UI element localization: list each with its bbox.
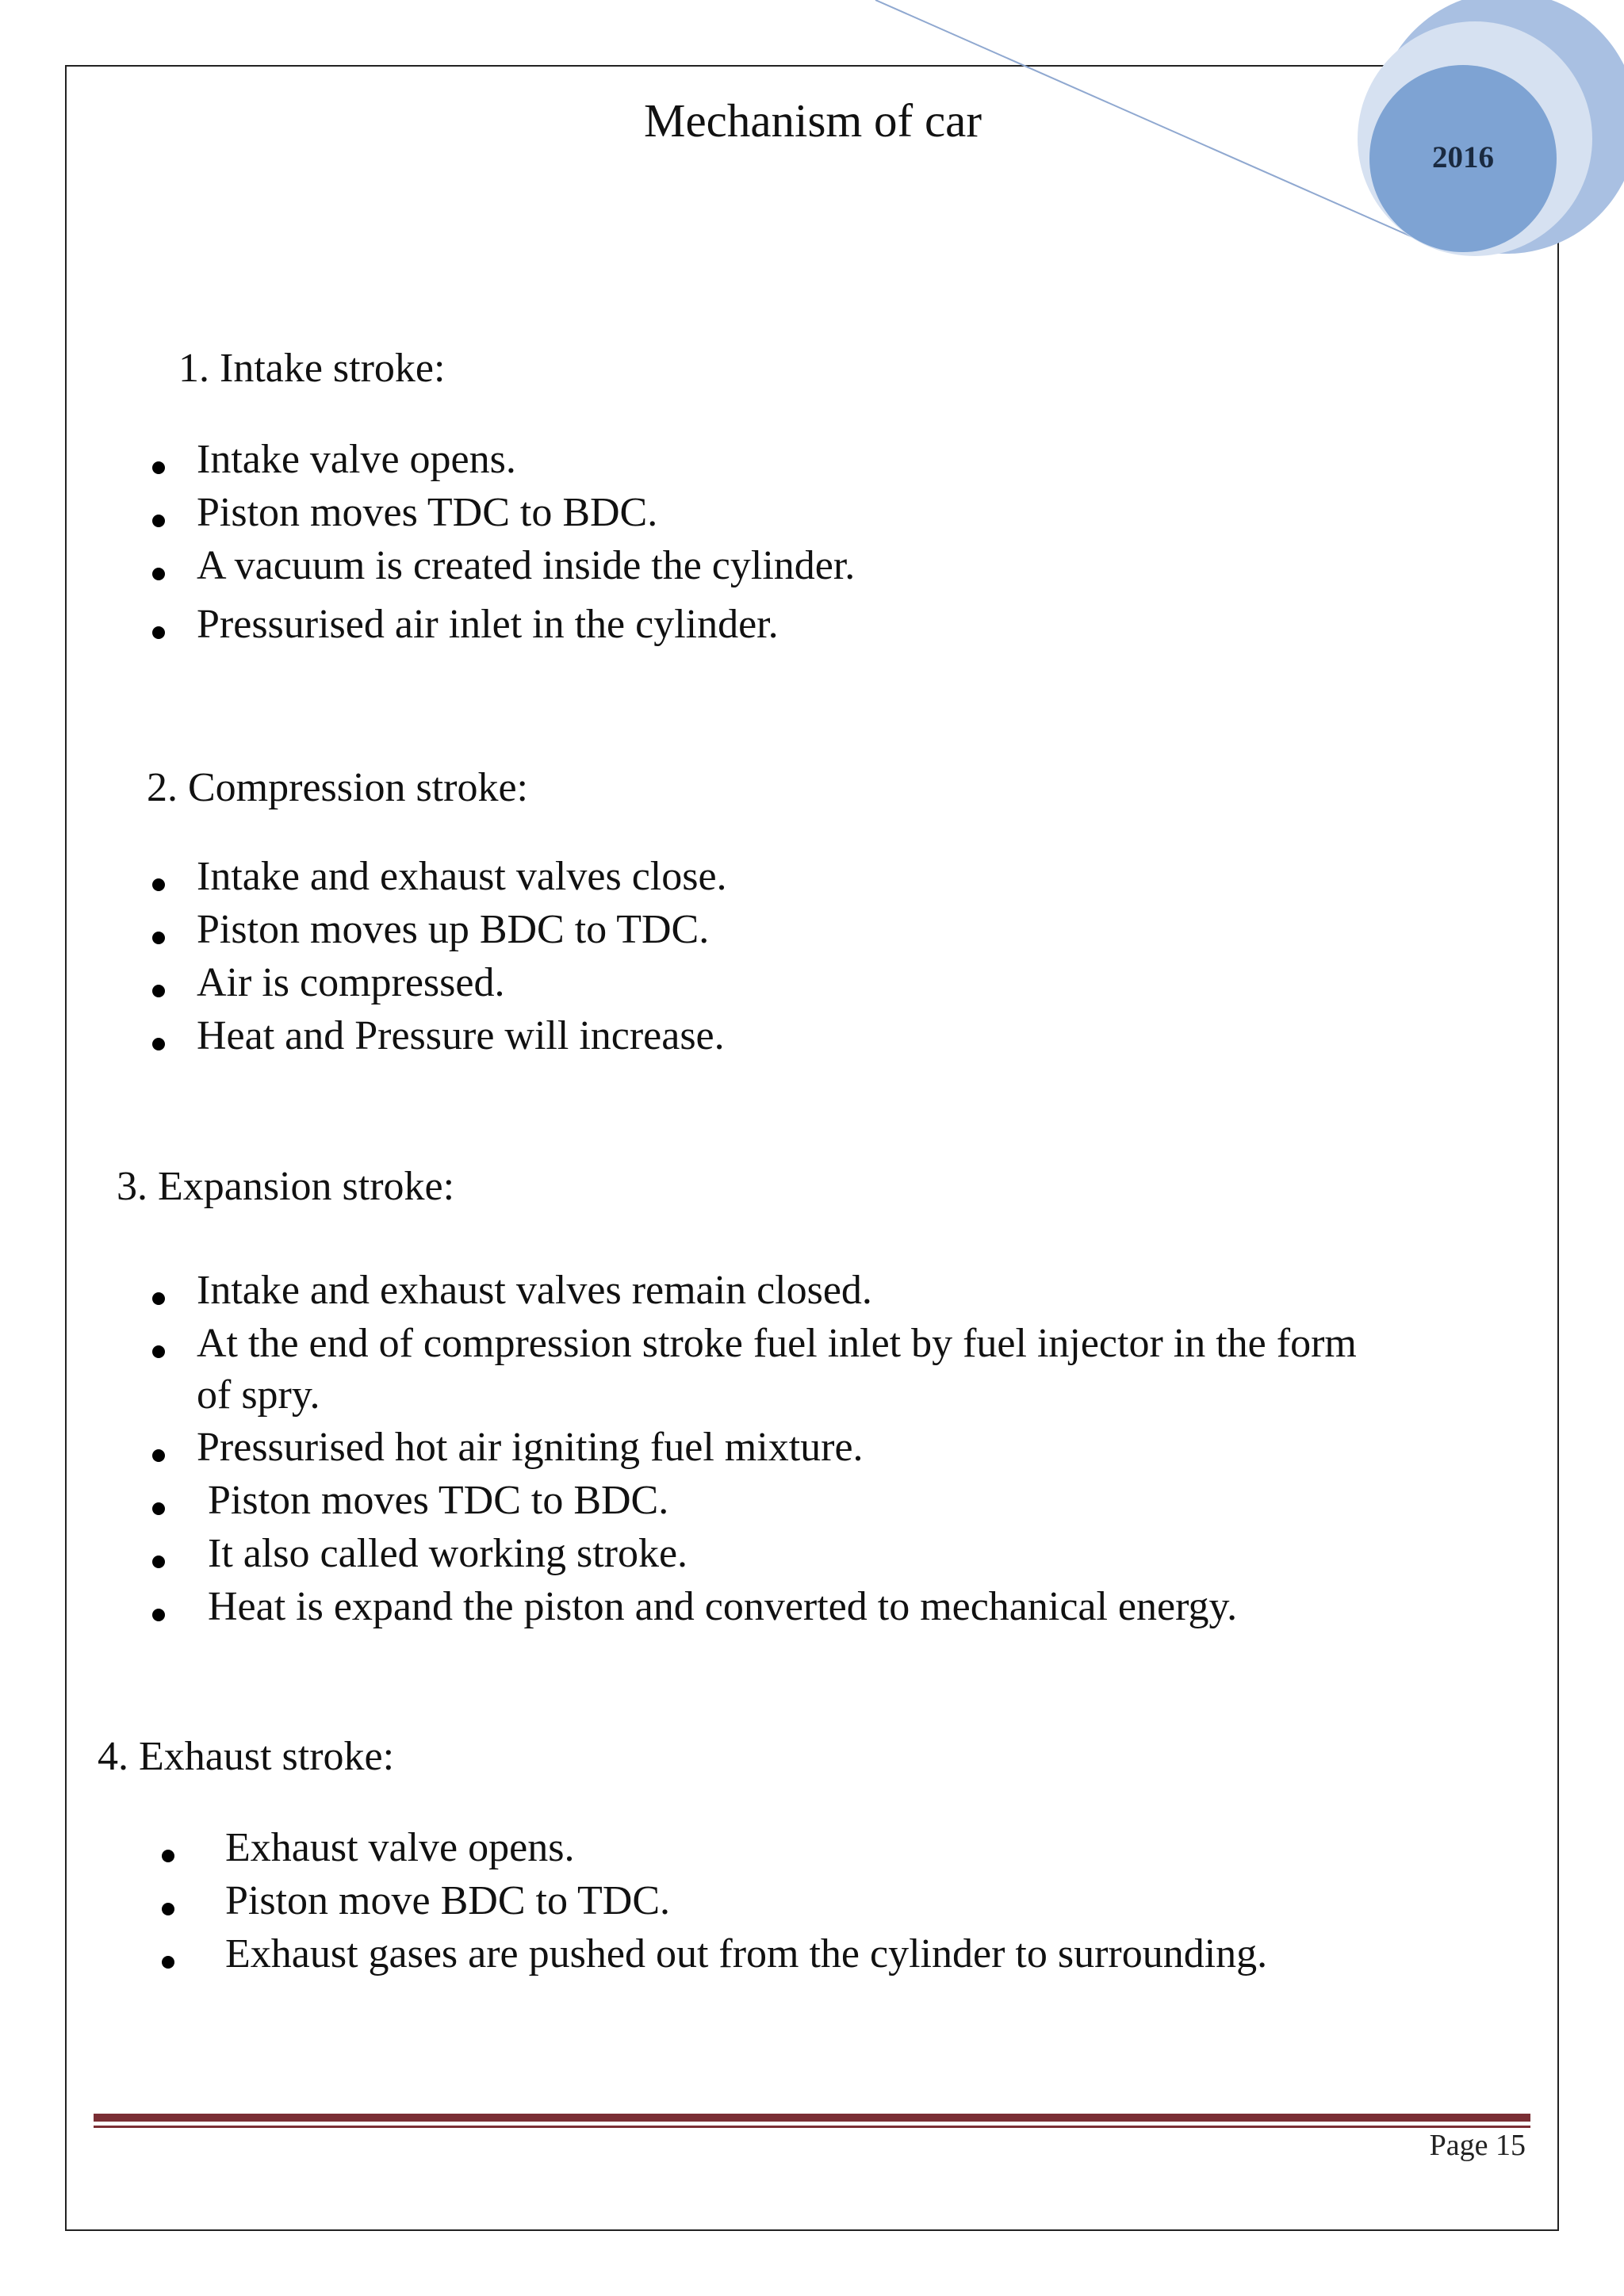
list-item [149, 853, 727, 906]
footer-rule-thin [94, 2126, 1530, 2128]
list-item [157, 1824, 1267, 1877]
list-item-text: Piston moves up BDC to TDC. [197, 907, 710, 952]
list-item-text: It also called working stroke. [208, 1531, 688, 1576]
intake-list [149, 436, 855, 654]
bullet-icon [152, 1292, 165, 1305]
section-heading-expansion: 3. Expansion stroke: [117, 1164, 455, 1209]
bullet-icon [152, 1449, 165, 1462]
list-item-text: Pressurised hot air igniting fuel mixture. [197, 1425, 864, 1470]
list-item-text: Intake valve opens. [197, 437, 516, 482]
list-item [157, 1877, 1267, 1931]
page-number: Page 15 [1429, 2129, 1526, 2162]
list-item-continuation [149, 1372, 1357, 1424]
list-item-text: A vacuum is created inside the cylinder. [197, 543, 856, 588]
list-item-text: Intake and exhaust valves remain closed. [197, 1268, 872, 1313]
list-item-text: Exhaust gases are pushed out from the cylinder to surrounding. [225, 1931, 1268, 1976]
bullet-icon [152, 568, 165, 580]
list-item [149, 601, 855, 654]
footer-rule [94, 2114, 1530, 2122]
list-item-text: Exhaust valve opens. [225, 1825, 575, 1870]
bullet-icon [152, 515, 165, 527]
exhaust-list [157, 1824, 1267, 1984]
list-item-text: Heat is expand the piston and converted to mechanical energy. [208, 1584, 1238, 1629]
list-item-text: Pressurised air inlet in the cylinder. [197, 602, 779, 647]
list-item [149, 1012, 727, 1066]
bullet-icon [152, 626, 165, 639]
list-item-text: Piston moves TDC to BDC. [197, 490, 658, 535]
bullet-icon [152, 1609, 165, 1621]
bullet-icon [152, 932, 165, 944]
list-item [149, 1477, 1357, 1530]
list-item-text: Piston moves TDC to BDC. [208, 1478, 669, 1523]
compression-list [149, 853, 727, 1066]
bullet-icon [152, 1556, 165, 1568]
list-item-text: Intake and exhaust valves close. [197, 854, 727, 899]
expansion-list [149, 1267, 1357, 1636]
bullet-icon [152, 1038, 165, 1050]
bullet-icon [152, 461, 165, 474]
list-item [149, 1530, 1357, 1583]
list-item-text: of spry. [197, 1372, 320, 1418]
list-item [149, 1267, 1357, 1320]
section-heading-intake: 1. Intake stroke: [178, 346, 446, 391]
page-title: Mechanism of car [644, 94, 982, 147]
list-item [149, 1320, 1357, 1372]
section-heading-compression: 2. Compression stroke: [147, 765, 528, 810]
list-item [149, 906, 727, 959]
bullet-icon [152, 878, 165, 891]
list-item [157, 1931, 1267, 1984]
list-item-text: Piston move BDC to TDC. [225, 1878, 671, 1923]
year-badge: 2016 [1432, 140, 1494, 174]
list-item-text: Heat and Pressure will increase. [197, 1013, 725, 1058]
bullet-icon [152, 1345, 165, 1358]
list-item [149, 489, 855, 542]
bullet-icon [162, 1850, 174, 1862]
list-item [149, 1424, 1357, 1477]
bullet-icon [152, 1502, 165, 1515]
list-item-text: Air is compressed. [197, 960, 505, 1005]
list-item [149, 1583, 1357, 1636]
section-heading-exhaust: 4. Exhaust stroke: [98, 1734, 395, 1779]
list-item-text: At the end of compression stroke fuel inlet by fuel injector in the form [197, 1321, 1357, 1366]
list-item [149, 959, 727, 1012]
bullet-icon [162, 1903, 174, 1915]
list-item [149, 542, 855, 601]
bullet-icon [162, 1956, 174, 1969]
list-item [149, 436, 855, 489]
bullet-icon [152, 985, 165, 997]
